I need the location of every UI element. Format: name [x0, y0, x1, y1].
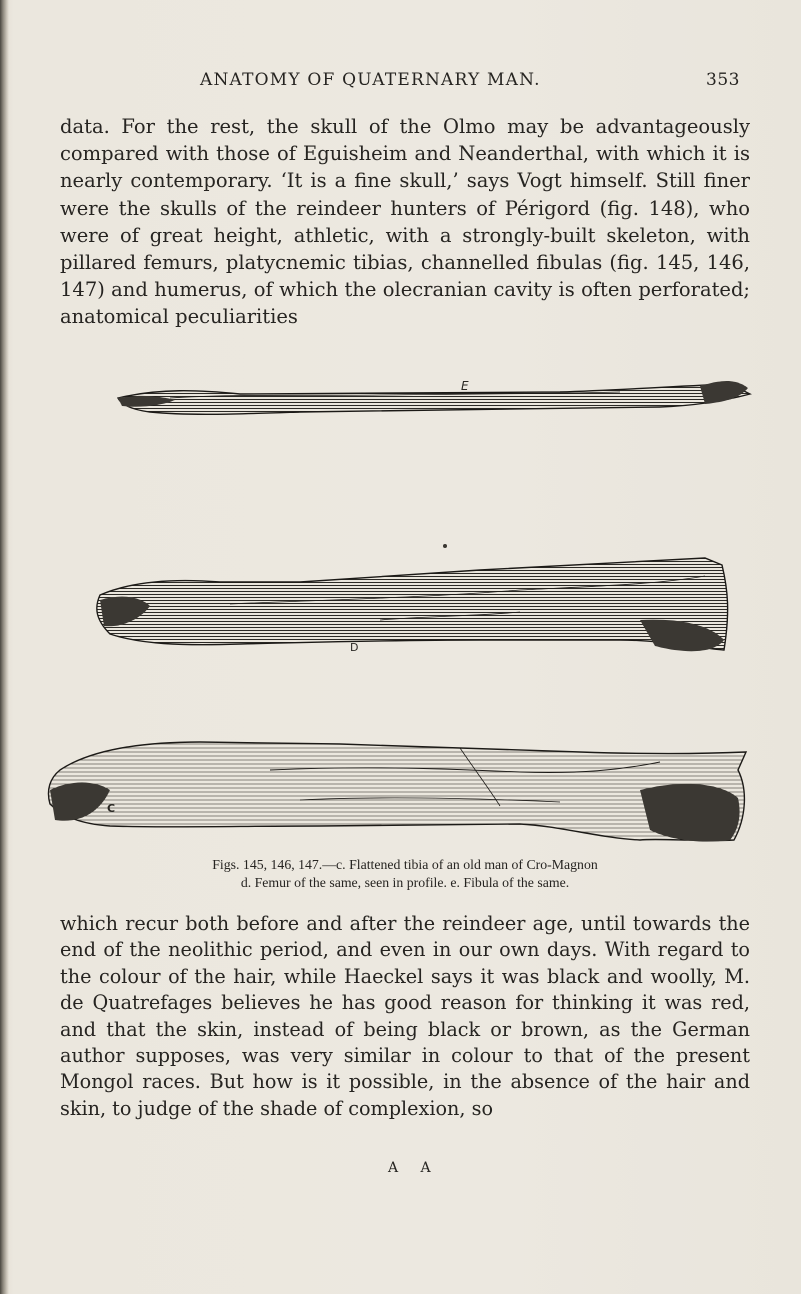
caption-line-2: d. Femur of the same, seen in profile. e. Fibula of the same. [240, 875, 570, 890]
fibula-engraving [118, 381, 750, 414]
figure-label-e: E [461, 379, 469, 393]
body-paragraph-bottom: which recur both before and after the reindeer age, until towards the end of the neolithic period, and even in our own days. With regard to the colour of the hair, while Haeckel says it was black and woolly, M. de Quatrefages believes he has good reason for thinking it was red, and that the skin, instead of being black or brown, as the German author supposes, was very similar in colour to that of the present Mongol races. But how is it possible, in the absence of the hair and skin, to judge of the shade of complexion, so [60, 912, 750, 1120]
femur-engraving [97, 558, 728, 651]
stray-ink-dot [443, 544, 447, 548]
figure-caption [60, 856, 750, 892]
tibia-engraving [48, 742, 746, 842]
page-header [60, 70, 740, 96]
running-head: ANATOMY OF QUATERNARY MAN. [200, 70, 541, 90]
figure-label-c: C [107, 802, 116, 815]
page-number: 353 [706, 70, 740, 90]
signature-mark: A A [388, 1160, 440, 1176]
body-paragraph-top: data. For the rest, the skull of the Olmo may be advantageously compared with those of Eguisheim and Neanderthal, with which it is nearly contemporary. ‘It is a fine skull,’ says Vogt himself. Still finer were the skulls of the reindeer hunters of Périgord (fig. 148), who were of great height, athletic, with a strongly-built skeleton, with pillared femurs, platycnemic tibias, channelled fibulas (fig. 145, 146, 147) and humerus, of which the olecranian cavity is often perforated; anatomical peculiarities [60, 115, 750, 329]
bone-engravings [0, 350, 801, 870]
caption-line-1: Figs. 145, 146, 147.—c. Flattened tibia of an old man of Cro-Magnon [212, 857, 598, 872]
figure-label-d: D [350, 641, 359, 654]
